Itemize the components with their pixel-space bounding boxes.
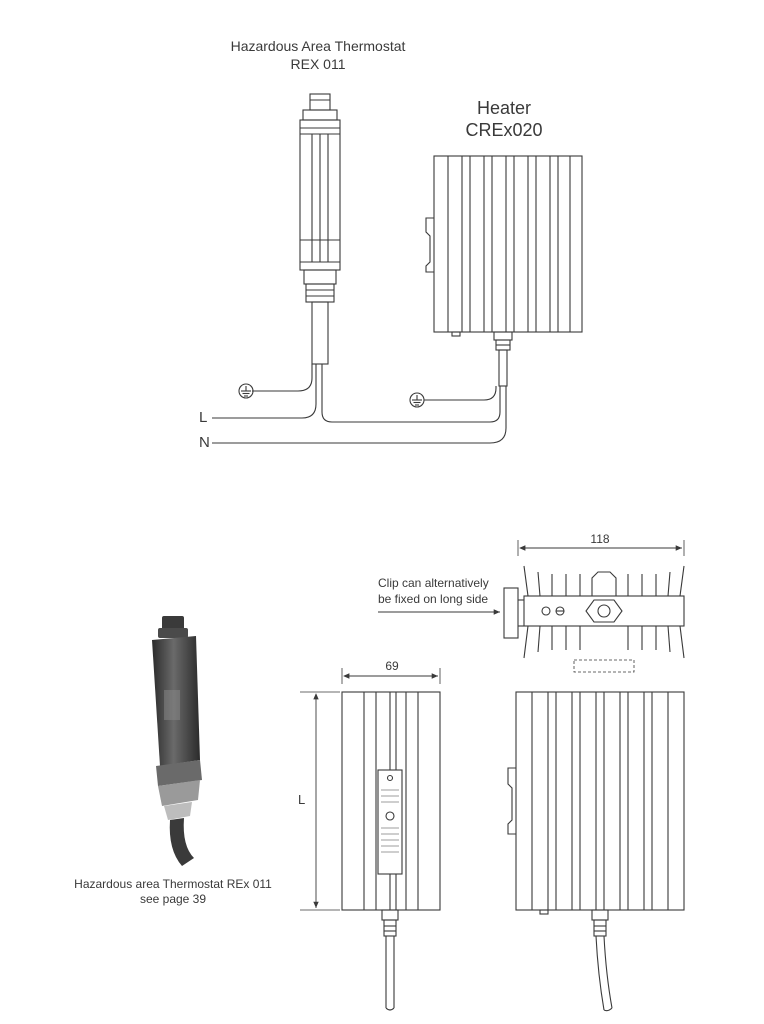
heater-end-view <box>378 540 684 672</box>
heater-drawing <box>426 156 582 386</box>
line-n-label: N <box>199 434 210 451</box>
clip-note-line1: Clip can alternatively <box>378 576 489 590</box>
thermostat-photo <box>152 616 202 866</box>
dimension-width: 118 <box>590 532 610 546</box>
heater-title: Heater <box>476 98 532 118</box>
photo-caption-line1: Hazardous area Thermostat REx 011 <box>74 877 272 891</box>
line-l-label: L <box>199 409 208 426</box>
heater-side-view <box>508 692 684 1011</box>
heater-front-view <box>300 668 440 1010</box>
thermostat-drawing <box>300 94 340 364</box>
wiring-diagram <box>212 364 506 443</box>
thermostat-model: REX 011 <box>290 56 346 72</box>
dimension-depth: 69 <box>385 659 399 673</box>
clip-note-line2: be fixed on long side <box>378 592 489 606</box>
dimension-length: L <box>298 792 306 807</box>
thermostat-title: Hazardous Area Thermostat <box>230 38 406 54</box>
photo-caption-page: 39 <box>192 892 207 906</box>
heater-model: CREx020 <box>465 120 543 140</box>
photo-caption-prefix: see page <box>139 892 193 906</box>
